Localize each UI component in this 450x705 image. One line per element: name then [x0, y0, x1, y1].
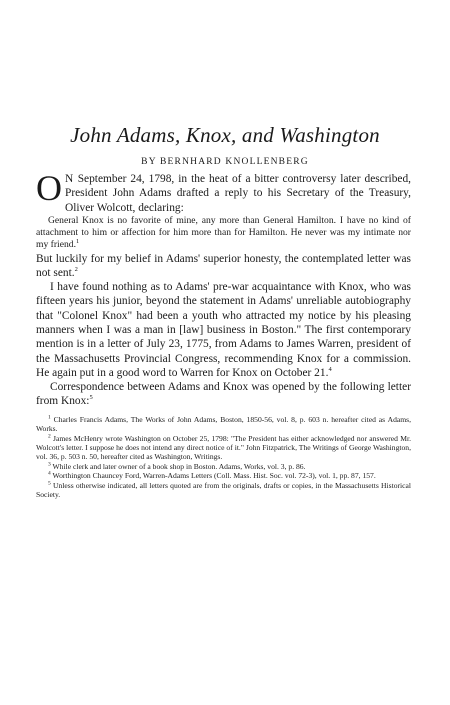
- footnote: [36, 415, 411, 434]
- paragraph-2: [36, 252, 411, 281]
- article-title: John Adams, Knox, and Washington: [70, 123, 380, 147]
- footnote-number: 1: [48, 414, 51, 421]
- footnote-text: Charles Francis Adams, The Works of John Adams, Boston, 1850-56, vol. 8, p. 603 n. hereafter cited as Adams, Works.: [36, 414, 411, 434]
- footnote-text: While clerk and later owner of a book shop in Boston. Adams, Works, vol. 3, p. 86.: [50, 461, 306, 471]
- footnote-ref: 2: [74, 266, 78, 273]
- footnote-ref: 1: [75, 238, 80, 246]
- drop-cap: O: [36, 168, 62, 208]
- footnote-text: James McHenry wrote Washington on October 25, 1798: "The President has either acknowledged nor answered Mr. Wolcott's letter. I suppose he does not intend any direct notice of it." John Fitzpatrick, The Writings of George Washington, vol. 36, p. 503 n. 50, hereafter cited as Washington, Writings.: [36, 433, 411, 462]
- footnote-number: 3: [48, 461, 51, 468]
- paragraph-3: [36, 280, 411, 380]
- paragraph-2-text: But luckily for my belief in Adams' superior honesty, the contemplated letter was not sent.: [36, 252, 411, 279]
- footnote-ref: 4: [328, 366, 332, 374]
- footnote: [36, 471, 411, 480]
- article-byline: BY BERNHARD KNOLLENBERG: [141, 157, 309, 167]
- footnote: [36, 462, 411, 471]
- block-quote-text: General Knox is no favorite of mine, any more than General Hamilton. I have no kind of attachment to him or affection for him more than for Hamilton. He never was my intimate nor my friend.: [36, 214, 411, 251]
- lead-letter: N: [65, 173, 74, 185]
- footnote: [36, 481, 411, 500]
- block-quote: [36, 215, 411, 252]
- paragraph-opening-text: September 24, 1798, in the heat of a bitter controversy later described, President John Adams drafted a reply to his Secretary of the Treasury, Oliver Wolcott, declaring:: [65, 173, 411, 214]
- paragraph-3-text: I have found nothing as to Adams' pre-war acquaintance with Knox, who was fifteen years his junior, beyond the statement in Adams' unreliable autobiography that "Colonel Knox" had been a youth who attracted my notice by his pleasing manners when I was a man in [law] business in Boston." The first contemporary mention is in a letter of July 23, 1775, from Adams to James Warren, president of the Massachusetts Provincial Congress, recommending Knox for a commission. He again put in a good word to Warren for Knox on October 21.: [36, 281, 411, 379]
- footnote-text: Worthington Chauncey Ford, Warren-Adams Letters (Coll. Mass. Hist. Soc. vol. 72-3), vol. 1, pp. 87, 157.: [50, 471, 376, 481]
- footnote-number: 2: [48, 433, 51, 440]
- footnote: [36, 434, 411, 462]
- footnotes: [36, 415, 411, 500]
- paragraph-4-text: Correspondence between Adams and Knox was opened by the following letter from Knox:: [36, 381, 411, 408]
- footnote-text: Unless otherwise indicated, all letters quoted are from the originals, drafts or copies, in the Massachusetts Historical Society.: [36, 480, 411, 500]
- footnote-ref: 5: [89, 394, 93, 402]
- article-body: [36, 168, 411, 500]
- footnote-number: 4: [48, 470, 51, 477]
- footnote-number: 5: [48, 480, 51, 487]
- paragraph-4: [36, 380, 411, 409]
- paragraph-opening: [36, 168, 411, 215]
